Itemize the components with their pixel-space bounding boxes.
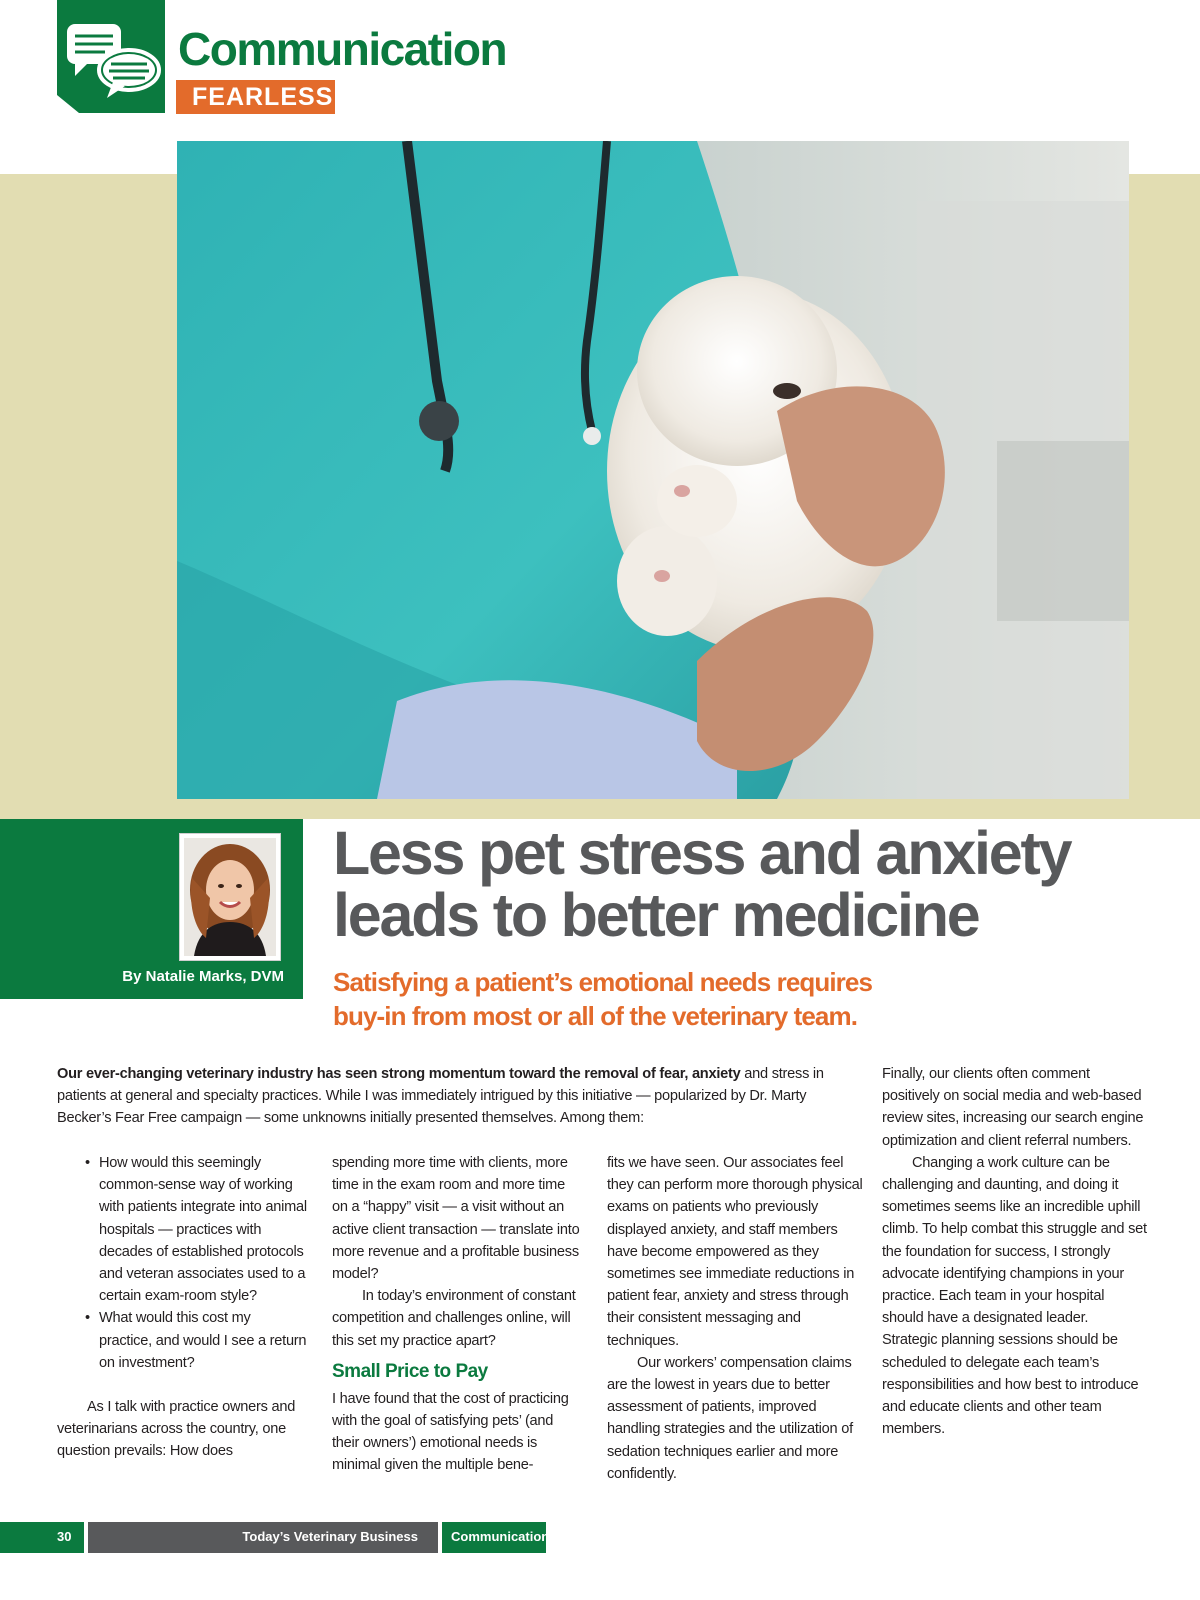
subheadline	[333, 965, 973, 1033]
section-tag: FEARLESS	[176, 80, 335, 114]
intro-paragraph	[57, 1063, 857, 1130]
paragraph: As I talk with practice owners and veterinarians across the country, one question prevails: How does	[57, 1399, 296, 1460]
paragraph: Changing a work culture can be challenging and daunting, and doing it sometimes seems like an incredible uphill climb. To help combat this struggle and set the foundation for success, I strongly advocate identifying champions in your practice. Each team in your hospital should have a designated leader. Strategic planning sessions should be scheduled to delegate each team’s responsibilities and how best to introduce and educate clients and other team members.	[882, 1154, 1147, 1438]
hero-photo	[177, 141, 1129, 799]
column-2	[332, 1152, 584, 1477]
question-list	[57, 1152, 307, 1374]
paragraph: Our workers’ compensation claims are the lowest in years due to better assessment of patients, improved handling strategies and the utilization of sedation techniques earlier and more confidently.	[607, 1354, 853, 1482]
headline-line: leads to better medicine	[333, 881, 979, 949]
column-1	[57, 1152, 307, 1463]
author-headshot-photo	[184, 838, 276, 956]
byline: By Natalie Marks, DVM	[122, 968, 284, 985]
headline	[333, 819, 1183, 949]
column-3	[607, 1152, 863, 1485]
section-title: Communication	[178, 23, 507, 75]
list-item: • What would this cost my practice, and would I see a return on investment?	[85, 1307, 307, 1374]
headline-line: Less pet stress and anxiety	[333, 819, 1071, 887]
veterinarian-holding-puppy-photo	[177, 141, 1129, 799]
column-4	[882, 1063, 1147, 1440]
intro-lead: Our ever-changing veterinary industry has seen strong momentum toward the removal of fear, anxiety	[57, 1066, 741, 1082]
paragraph: In today’s environment of constant competition and challenges online, will this set my practice apart?	[332, 1288, 576, 1349]
page-number: 30	[57, 1529, 72, 1544]
intro-rest: and stress in patients at general and specialty practices. While I was immediately intrigued by this initiative — popularized by Dr. Marty Becker’s Fear Free campaign — some unknowns initially presented themselves. Among them:	[57, 1066, 824, 1127]
author-photo-frame	[179, 833, 281, 961]
paragraph: spending more time with clients, more time in the exam room and more time on a “happy” visit — a visit without an active client transaction — translate into more revenue and a profitable business model?	[332, 1155, 580, 1283]
section-subhead: Small Price to Pay	[332, 1360, 488, 1382]
publication-name: Today’s Veterinary Business	[242, 1529, 418, 1544]
subheadline-line: Satisfying a patient’s emotional needs requires	[333, 967, 873, 997]
paragraph: Finally, our clients often comment positively on social media and web-based review sites, increasing our search engine optimization and client referral numbers.	[882, 1066, 1144, 1149]
list-item: • How would this seemingly common-sense way of working with patients integrate into animal hospitals — practices with decades of established protocols and veteran associates used to a certain exam-room style?	[85, 1152, 307, 1307]
footer-section-name: Communication	[451, 1529, 550, 1544]
paragraph: fits we have seen. Our associates feel they can perform more thorough physical exams on patients who previously displayed anxiety, and staff members have become empowered as they sometimes see immediate reductions in patient fear, anxiety and stress through their consistent messaging and techniques.	[607, 1155, 863, 1349]
subheadline-line: buy-in from most or all of the veterinary team.	[333, 1001, 858, 1031]
section-icon	[57, 0, 165, 113]
paragraph: I have found that the cost of practicing with the goal of satisfying pets’ (and their owners’) emotional needs is minimal given the multiple bene-	[332, 1390, 569, 1474]
page-fold-corner	[57, 95, 79, 113]
